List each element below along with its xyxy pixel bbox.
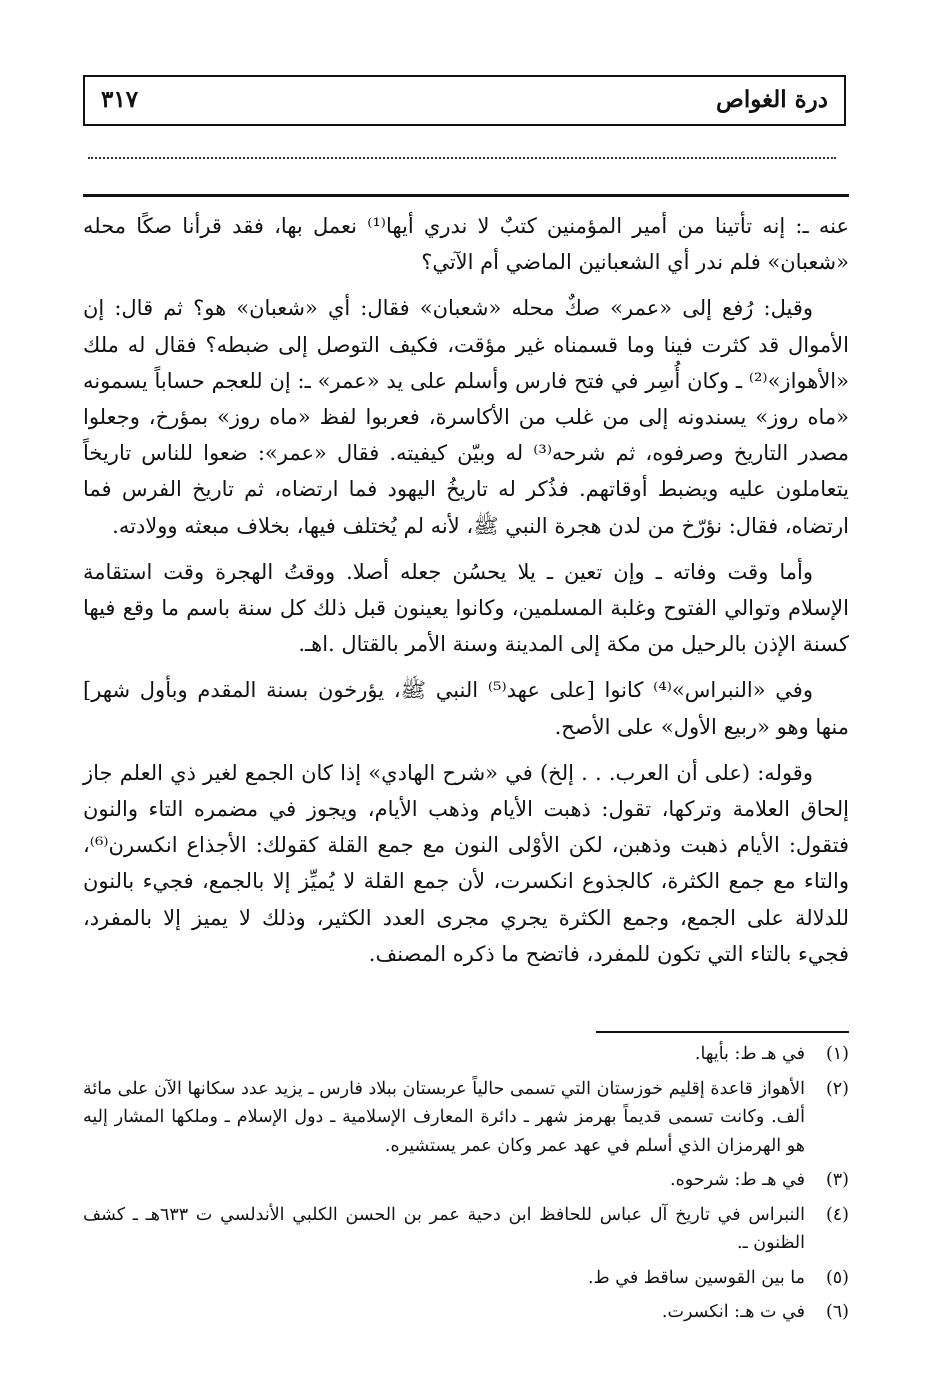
footnote-text: الأهواز قاعدة إقليم خوزستان التي تسمى حالياً عربستان ببلاد فارس ـ يزيد عدد سكانها الآن على مائة ألف. وكانت تسمى قديماً بهرمز شهر ـ دائرة المعارف الإسلامية ـ دول الإسلام ـ وملكها المشار إليه هو الهرمزان الذي أسلم في عهد عمر وكان عمر يستشيره. (83, 1078, 805, 1156)
page-number: ٣١٧ (101, 86, 139, 113)
main-text (83, 208, 849, 982)
paragraph: وقوله: (على أن العرب. . . إلخ) في «شرح الهادي» إذا كان الجمع لغير ذي العلم جاز إلحاق العلامة وتركها، تقول: ذهبت الأيام وذهب الأيام، ويجوز في مضمره التاء والنون فتقول: الأيام ذهبت وذهبن، لكن الأوْلى النون مع جمع القلة كقولك: الأجذاع انكسرن⁽⁶⁾، والتاء مع جمع الكثرة، كالجذوع انكسرت، لأن جمع القلة لا يُميِّز إلا بالجمع، فجيء بالنون للدلالة على الجمع، وجمع الكثرة يجري مجرى العدد الكثير، وذلك لا يميز إلا بالمفرد، فجيء بالتاء التي تكون للمفرد، فاتضح ما ذكره المصنف. (83, 760, 849, 966)
footnote-number: (٦) (825, 1302, 849, 1322)
footnote (83, 1166, 849, 1195)
footnote-text: في هـ ط: بأيها. (694, 1044, 805, 1064)
footnote (83, 1075, 849, 1161)
footnote-text: في هـ ط: شرحوه. (670, 1170, 805, 1190)
footnote-number: (٤) (825, 1204, 849, 1225)
footnote (83, 1298, 849, 1327)
paragraph: وقيل: رُفع إلى «عمر» صكٌ محله «شعبان» فقال: أي «شعبان» هو؟ ثم قال: إن الأموال قد كثرت فينا وما قسمناه غير مؤقت، فكيف التوصل إلى ضبطه؟ فقال له ملك «الأهواز»⁽²⁾ ـ وكان أُسِر في فتح فارس وأسلم على يد «عمر» ـ: إن للعجم حساباً يسمونه «ماه روز» يسندونه إلى من غلب من الأكاسرة، فعربوا لفظ «ماه روز» بمؤرخ، وجعلوا مصدر التاريخ وصرفوه، ثم شرحه⁽³⁾ له وبيّن كيفيته. فقال «عمر»: ضعوا للناس تاريخاً يتعاملون عليه ويضبط أوقاتهم. فذُكر له تاريخُ اليهود فما ارتضاه، ثم تاريخ الفرس فما ارتضاه، فقال: نؤرّخ من لدن هجرة النبي ﷺ، لأنه لم يُختلف فيها، بخلاف مبعثه وولادته. (83, 296, 849, 538)
footnote-number: (٢) (825, 1078, 849, 1099)
header-title: درة الغواص (716, 86, 828, 113)
footnote-text: النبراس في تاريخ آل عباس للحافظ ابن دحية عمر بن الحسن الكلبي الأندلسي ت ٦٣٣هـ ـ كشف الظنون ـ. (83, 1204, 805, 1253)
paragraph: وفي «النبراس»⁽⁴⁾ كانوا [على عهد⁽⁵⁾ النبي ﷺ، يؤرخون بسنة المقدم وبأول شهر] منها وهو «ربيع الأول» على الأصح. (83, 678, 849, 739)
footnote-text: ما بين القوسين ساقط في ط. (587, 1267, 805, 1288)
footnote (83, 1040, 849, 1069)
paragraph: عنه ـ: إنه تأتينا من أمير المؤمنين كتبٌ لا ندري أيها⁽¹⁾ نعمل بها، فقد قرأنا صكًا محله «شعبان» فلم ندر أي الشعبانين الماضي أم الآتي؟ (83, 214, 849, 275)
footnote-number: (١) (825, 1044, 849, 1064)
footnotes (83, 1040, 849, 1333)
thick-divider (83, 194, 849, 197)
paragraph: وأما وقت وفاته ـ وإن تعين ـ يلا يحسُن جعله أصلا. ووقتُ الهجرة وقت استقامة الإسلام وتوالي الفتوح وغلبة المسلمين، وكانوا يعينون قبل ذلك كل سنة باسم ما وقع فيها كسنة الإذن بالرحيل من مكة إلى المدينة وسنة الأمر بالقتال .اهـ. (83, 559, 849, 657)
footnote (83, 1264, 849, 1293)
dotted-divider (88, 157, 836, 159)
footnote-separator (596, 1031, 849, 1033)
footnote-number: (٣) (825, 1170, 849, 1190)
footnote (83, 1201, 849, 1258)
running-header (83, 75, 846, 126)
footnote-number: (٥) (825, 1267, 849, 1288)
footnote-text: في ت هـ: انكسرت. (661, 1302, 805, 1322)
